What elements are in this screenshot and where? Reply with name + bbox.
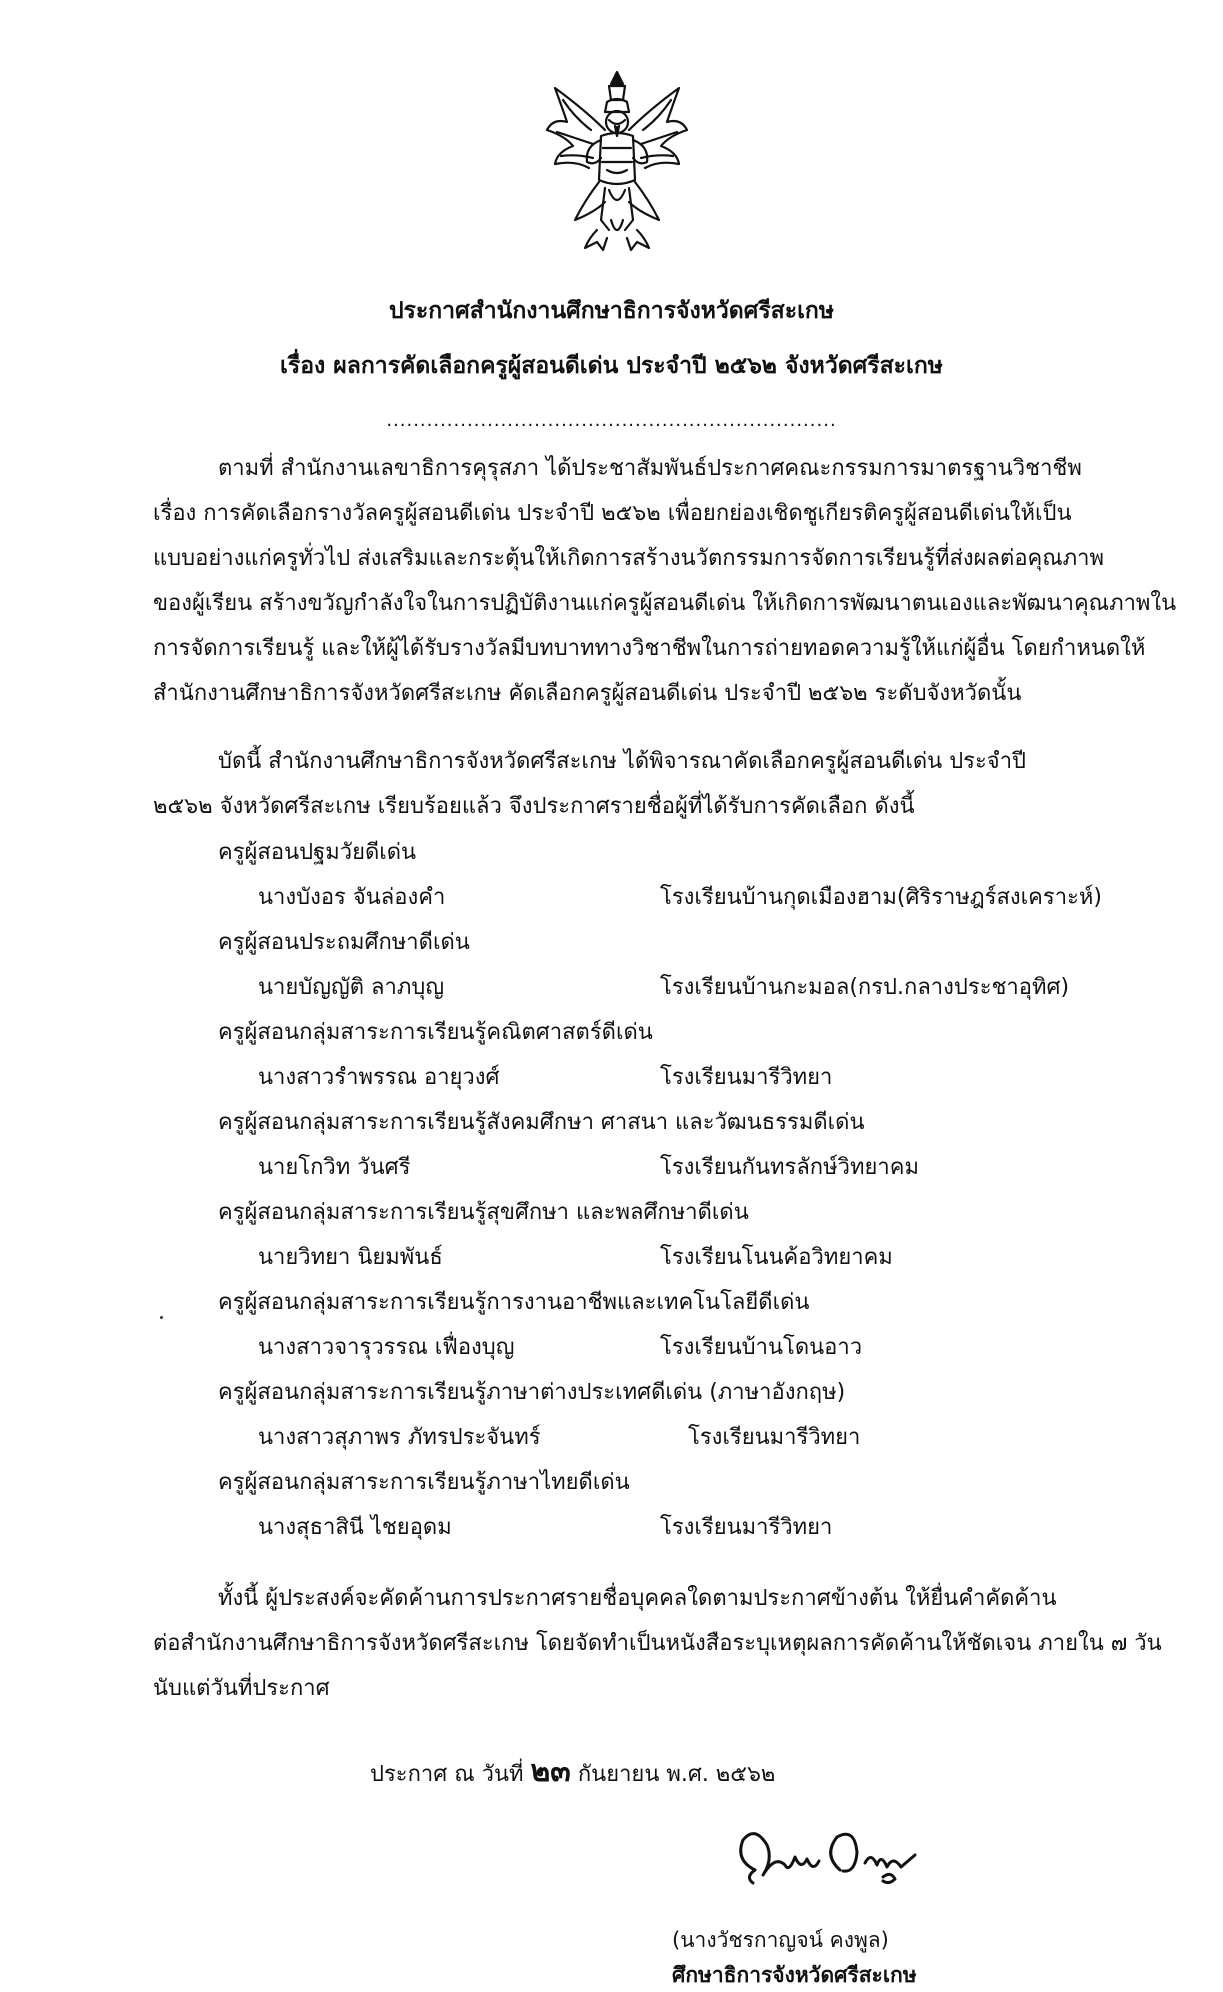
award-category: ครูผู้สอนกลุ่มสาระการเรียนรู้สังคมศึกษา ศาสนา และวัฒนธรรมดีเด่น: [218, 1110, 865, 1135]
award-category: ครูผู้สอนกลุ่มสาระการเรียนรู้การงานอาชีพและเทคโนโลยีดีเด่น: [218, 1290, 810, 1315]
award-recipient-school: โรงเรียนบ้านกุดเมืองฮาม(ศิริราษฎร์สงเคราะห์): [660, 885, 1102, 910]
para3-line: ทั้งนี้ ผู้ประสงค์จะคัดค้านการประกาศรายชื่อบุคคลใดตามประกาศข้างต้น ให้ยื่นคำคัดค้าน: [218, 1586, 1057, 1611]
award-recipient-school: โรงเรียนบ้านโดนอาว: [660, 1335, 863, 1360]
award-recipient-name: นางสุธาสินี ไชยอุดม: [258, 1515, 452, 1540]
award-recipient-school: โรงเรียนกันทรลักษ์วิทยาคม: [660, 1155, 919, 1180]
para3-line: ต่อสำนักงานศึกษาธิการจังหวัดศรีสะเกษ โดยจัดทำเป็นหนังสือระบุเหตุผลการคัดค้านให้ชัดเจน ภายใน ๗ วัน: [153, 1631, 1162, 1656]
garuda-emblem-icon: [545, 70, 690, 255]
award-recipient-school: โรงเรียนมารีวิทยา: [688, 1425, 861, 1450]
para1-line: สำนักงานศึกษาธิการจังหวัดศรีสะเกษ คัดเลือกครูผู้สอนดีเด่น ประจำปี ๒๕๖๒ ระดับจังหวัดนั้น: [153, 681, 1022, 706]
scan-speck: [160, 1316, 163, 1319]
award-recipient-school: โรงเรียนมารีวิทยา: [660, 1065, 833, 1090]
signer-position: ศึกษาธิการจังหวัดศรีสะเกษ: [672, 1963, 917, 1987]
para1-line: การจัดการเรียนรู้ และให้ผู้ได้รับรางวัลมีบทบาททางวิชาชีพในการถ่ายทอดความรู้ให้แก่ผู้อื่น โดยกำหนดให้: [153, 636, 1146, 661]
date-month-year: กันยายน พ.ศ. ๒๕๖๒: [577, 1762, 776, 1787]
announcement-title: ประกาศสำนักงานศึกษาธิการจังหวัดศรีสะเกษ: [388, 298, 835, 324]
date-prefix: ประกาศ ณ วันที่: [370, 1762, 524, 1787]
para1-line: ของผู้เรียน สร้างขวัญกำลังใจในการปฏิบัติงานแก่ครูผู้สอนดีเด่น ให้เกิดการพัฒนาตนเองและพัฒนาคุณภาพใน: [153, 591, 1177, 616]
award-recipient-name: นางบังอร จันล่องคำ: [258, 885, 446, 910]
award-recipient-name: นายวิทยา นิยมพันธ์: [258, 1245, 443, 1270]
award-category: ครูผู้สอนปฐมวัยดีเด่น: [218, 840, 417, 865]
award-recipient-name: นายโกวิท วันศรี: [258, 1155, 411, 1180]
para2-line: บัดนี้ สำนักงานศึกษาธิการจังหวัดศรีสะเกษ ได้พิจารณาคัดเลือกครูผู้สอนดีเด่น ประจำปี: [218, 749, 1027, 774]
award-category: ครูผู้สอนกลุ่มสาระการเรียนรู้คณิตศาสตร์ดีเด่น: [218, 1020, 653, 1045]
award-recipient-name: นางสาวรำพรรณ อายุวงศ์: [258, 1065, 500, 1090]
date-day: ๒๓: [530, 1754, 571, 1789]
award-recipient-name: นางสาวจารุวรรณ เฟื่องบุญ: [258, 1335, 515, 1360]
award-category: ครูผู้สอนกลุ่มสาระการเรียนรู้ภาษาไทยดีเด่น: [218, 1470, 630, 1495]
award-recipient-school: โรงเรียนโนนค้อวิทยาคม: [660, 1245, 893, 1270]
announcement-subject: เรื่อง ผลการคัดเลือกครูผู้สอนดีเด่น ประจำปี ๒๕๖๒ จังหวัดศรีสะเกษ: [280, 353, 943, 379]
title-divider: ...................................................................: [386, 410, 837, 431]
para1-line: เรื่อง การคัดเลือกรางวัลครูผู้สอนดีเด่น ประจำปี ๒๕๖๒ เพื่อยกย่องเชิดชูเกียรติครูผู้สอนดีเด่นให้เป็น: [153, 501, 1072, 526]
award-category: ครูผู้สอนกลุ่มสาระการเรียนรู้ภาษาต่างประเทศดีเด่น (ภาษาอังกฤษ): [218, 1380, 846, 1405]
award-category: ครูผู้สอนกลุ่มสาระการเรียนรู้สุขศึกษา และพลศึกษาดีเด่น: [218, 1200, 749, 1225]
para3-line: นับแต่วันที่ประกาศ: [153, 1676, 330, 1701]
para1-line: แบบอย่างแก่ครูทั่วไป ส่งเสริมและกระตุ้นให้เกิดการสร้างนวัตกรรมการจัดการเรียนรู้ที่ส่งผลต่อคุณภาพ: [153, 546, 1105, 571]
signer-name: (นางวัชรกาญจน์ คงพูล): [672, 1928, 889, 1952]
award-recipient-name: นางสาวสุภาพร ภัทรประจันทร์: [258, 1425, 541, 1450]
para1-line: ตามที่ สำนักงานเลขาธิการคุรุสภา ได้ประชาสัมพันธ์ประกาศคณะกรรมการมาตรฐานวิชาชีพ: [218, 456, 1082, 481]
handwritten-signature-icon: [715, 1815, 935, 1900]
award-recipient-name: นายบัญญัติ ลาภบุญ: [258, 975, 445, 1000]
announcement-date: [370, 1754, 776, 1789]
award-recipient-school: โรงเรียนบ้านกะมอล(กรป.กลางประชาอุทิศ): [660, 975, 1070, 1000]
award-category: ครูผู้สอนประถมศึกษาดีเด่น: [218, 930, 470, 955]
para2-line: ๒๕๖๒ จังหวัดศรีสะเกษ เรียบร้อยแล้ว จึงประกาศรายชื่อผู้ที่ได้รับการคัดเลือก ดังนี้: [153, 794, 915, 819]
award-recipient-school: โรงเรียนมารีวิทยา: [660, 1515, 833, 1540]
